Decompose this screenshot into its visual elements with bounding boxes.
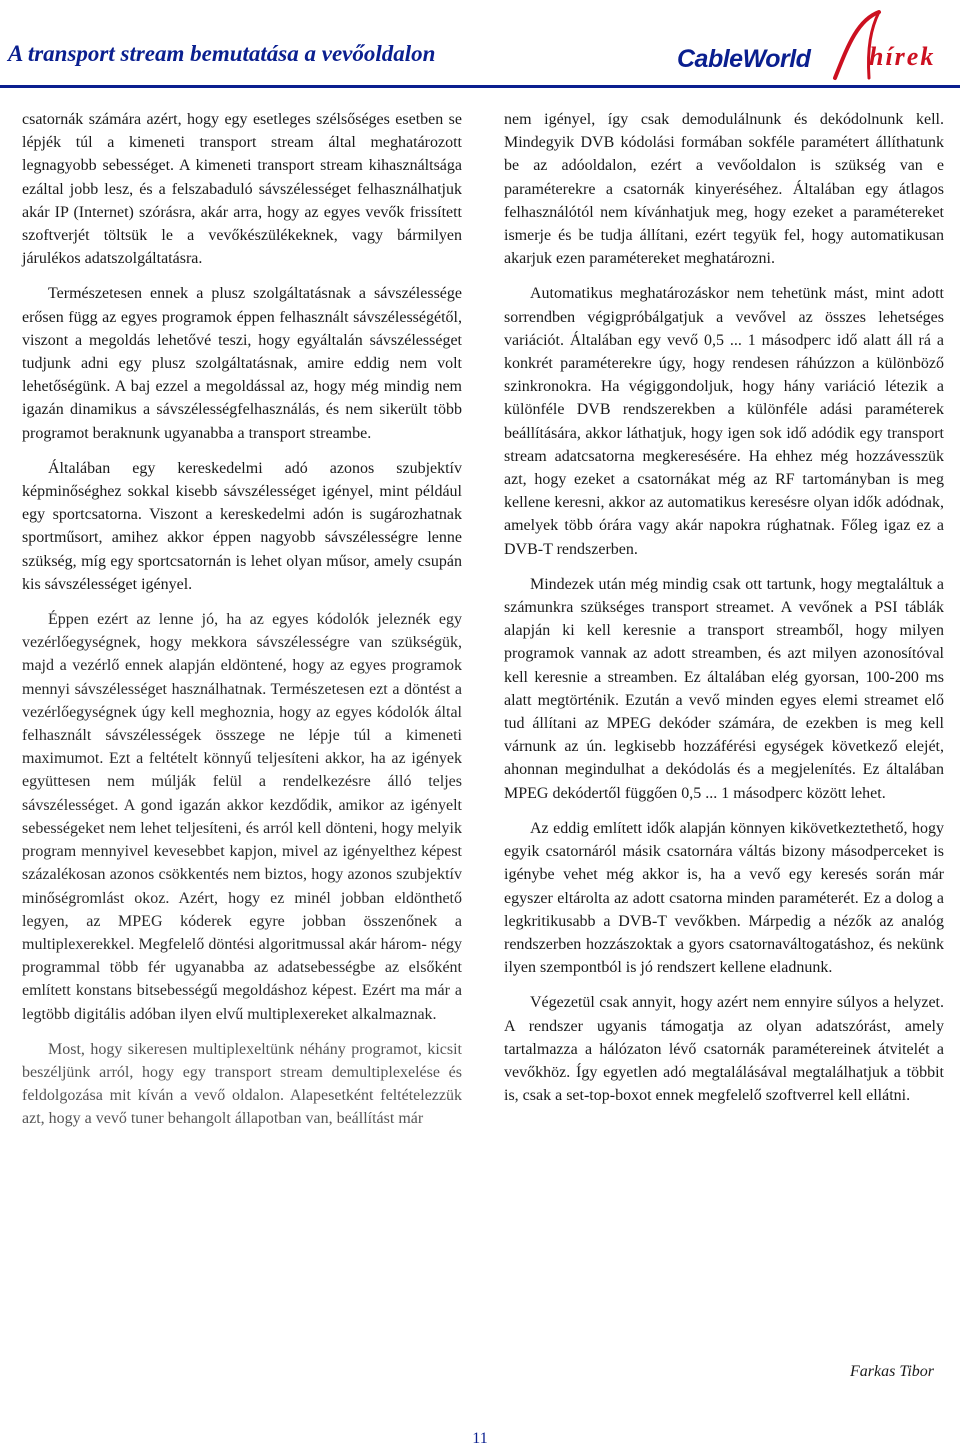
logo-cableworld-text: CableWorld	[677, 45, 811, 73]
article-title: A transport stream bemutatása a vevőoldalon	[8, 41, 436, 66]
logo-hirek-text: hírek	[869, 42, 936, 71]
left-paragraph-2: Természetesen ennek a plusz szolgáltatásnak a sávszélessége erősen függ az egyes programok éppen felhasznált sávszélességétől, viszont a megoldás lehetővé teszi, hogy egyáltalán sávszélességet tudjunk adni egy plusz szolgáltatásnak, amire eddig nem volt lehetőségünk. A baj ezzel a megoldással az, hogy még mindig nem igazán dinamikus a sávszélességfelhasználás, és nem sikerült több programot beraknunk ugyanabba a transport streambe.	[22, 285, 462, 442]
header-rule	[0, 85, 960, 88]
author-signature: Farkas Tibor	[849, 1363, 934, 1380]
page-number: 11	[472, 1430, 488, 1447]
right-paragraph-1: nem igényel, így csak demodulálnunk és dekódolnunk kell. Mindegyik DVB kódolási formában sokféle paramétert állíthatunk be az adóoldalon, ezért a vevőoldalon is szükség van e paraméterekre a csatornák kinyeréséhez. Általában egy átlagos felhasználótól nem kívánhatjuk meg, hogy ezeket a paramétereket ismerje és be tudja állítani, ezért tegyük fel, hogy automatikusan akarjuk ezen paramétereket meghatározni.	[504, 111, 944, 268]
right-paragraph-5: Végezetül csak annyit, hogy azért nem ennyire súlyos a helyzet. A rendszer ugyanis támogatja az olyan adatszórást, amely tartalmazza a hálózaton lévő csatornák paramétereinek átvitelét a vevőkhöz. Így egyetlen adó megtalálásával megtalálhatjuk a többit is, csak a set-top-boxot ennek megfelelő szoftverrel kell ellátni.	[504, 994, 944, 1105]
cableworld-logo	[677, 8, 952, 84]
right-paragraph-3: Mindezek után még mindig csak ott tartunk, hogy megtaláltuk a számunkra szükséges transport streamet. A vevőnek a PSI táblák alapján ki kell keresnie a transport streamből, hogy milyen programok vannak az adott streamben, és azt milyen azonosítóval kell keresnie a streamben. Ez általában elég gyorsan, 100-200 ms alatt megtörténik. Ezután a vevő minden egyes elemi streamet elő tud állítani az MPEG dekóder számára, de ezekben is meg kell várnunk az ún. legkisebb hozzáférési egységek következő elejét, ahonnan megindulhat a dekódolás és a megjelenítés. Ez általában MPEG dekódertől függően 0,5 ... 1 másodperc között lehet.	[504, 575, 944, 802]
page-header	[0, 0, 960, 90]
left-column	[22, 108, 462, 1143]
right-paragraph-2: Automatikus meghatározáskor nem tehetünk mást, mint adott sorrendben végigpróbálgatjuk a vevővel az összes lehetséges variációt. Általában egy vevő 0,5 ... 1 másodperc idő alatt áll rá a konkrét paraméterekre úgy, hogy rendesen ráhúzzon a különböző szinkronokra. Ha végiggondoljuk, hogy hány variáció létezik a különféle DVB rendszerekben a különféle adási paraméterek beállítására, akkor láthatjuk, hogy igen sok idő adódik egy transport stream adatcsatorna megkeresésére. Ha ehhez még hozzávesszük azt, hogy ezeket a csatornákat még az RF tartományban is meg kellene keresni, akkor az automatikus keresésre olyan idők adódnak, amelyek több órára vagy akár napokra rúghatnak. Főleg igaz ez a DVB-T rendszerben.	[504, 285, 944, 558]
right-column	[504, 108, 944, 1119]
left-paragraph-5: Most, hogy sikeresen multiplexeltünk néhány programot, kicsit beszéljünk arról, hogy egy transport stream demultiplexelése és feldolgozása mit kíván a vevő oldalon. Alapesetként feltételezzük azt, hogy a vevő tuner behangolt állapotban van, beállítást már	[22, 1040, 462, 1128]
left-paragraph-4: Éppen ezért az lenne jó, ha az egyes kódolók jeleznék egy vezérlőegységnek, hogy mekkora sávszélességre van szükségük, majd a vezérlő ennek alapján eldöntené, hogy az egyes programok mennyi sávszélességet használhatnak. Természetesen ezt a döntést a vezérlőegységnek úgy kell meghoznia, hogy az egyes kódolók által felhasznált sávszélességek összege ne lépje túl a kimeneti maximumot. Ezt a feltételt könnyű teljesíteni akkor, ha az igények együttesen nem múlják felül a rendelkezésre álló teljes sávszélességet. A gond igazán akkor kezdődik, amikor az igényelt sebességeket nem lehet teljesíteni, és arról kell dönteni, hogy melyik program mennyivel kevesebbet kapjon, mivel az igényelthez képest százalékosan azonos csökkentés nem biztos, hogy azonos szubjektív minőségromlást okoz. Azért, hogy ez minél jobban eldönthető legyen, az MPEG kóderek egyre jobban összenőnek a multiplexerekkel. Megfelelő döntési algoritmussal akár három- négy programmal több fér ugyanabba az adatsebességbe az elsőként említett konstans bitsebességű megoldáshoz képest. Ezért ma már a legtöbb digitális adóban ilyen elvű multiplexereket alkalmaznak.	[22, 611, 462, 1023]
left-paragraph-3: Általában egy kereskedelmi adó azonos szubjektív képminőséghez sokkal kisebb sávszélességet igényel, mint például egy sportcsatorna. Viszont a kereskedelmi adón is sugározhatnak sportműsort, amihez akkor éppen nagyobb sávszélességre lenne szükség, míg egy sportcsatornán is lehet olyan műsor, amely csupán kis sávszélességet igényel.	[22, 459, 462, 593]
left-paragraph-1: csatornák számára azért, hogy egy esetleges szélsőséges esetben se lépjék túl a kimeneti transport stream által meghatározott legnagyobb sebességet. A kimeneti transport stream kihasználtsága ezáltal jobb lesz, és a felszabaduló sávszélességet felhasználhatjuk akár IP (Internet) szórásra, akár arra, hogy az egyes vevők frissített szoftverjét töltsük le a vevőkészülékeknek, vagy bármilyen járulékos adatszolgáltatásra.	[22, 111, 462, 268]
right-paragraph-4: Az eddig említett idők alapján könnyen kikövetkeztethető, hogy egyik csatornáról másik csatornára váltás bizony másodperceket is igénybe vehet még akkor is, ha a vevő egy keresés során már egyszer eltárolta az adott csatorna minden paraméterét. Ez a dolog a legkritikusabb a DVB-T vevőkben. Márpedig a nézők az analóg rendszerben hozzászoktak a gyors csatornaváltogatáshoz, és nekünk ilyen szempontból is jó rendszert kellene eladnunk.	[504, 819, 944, 977]
